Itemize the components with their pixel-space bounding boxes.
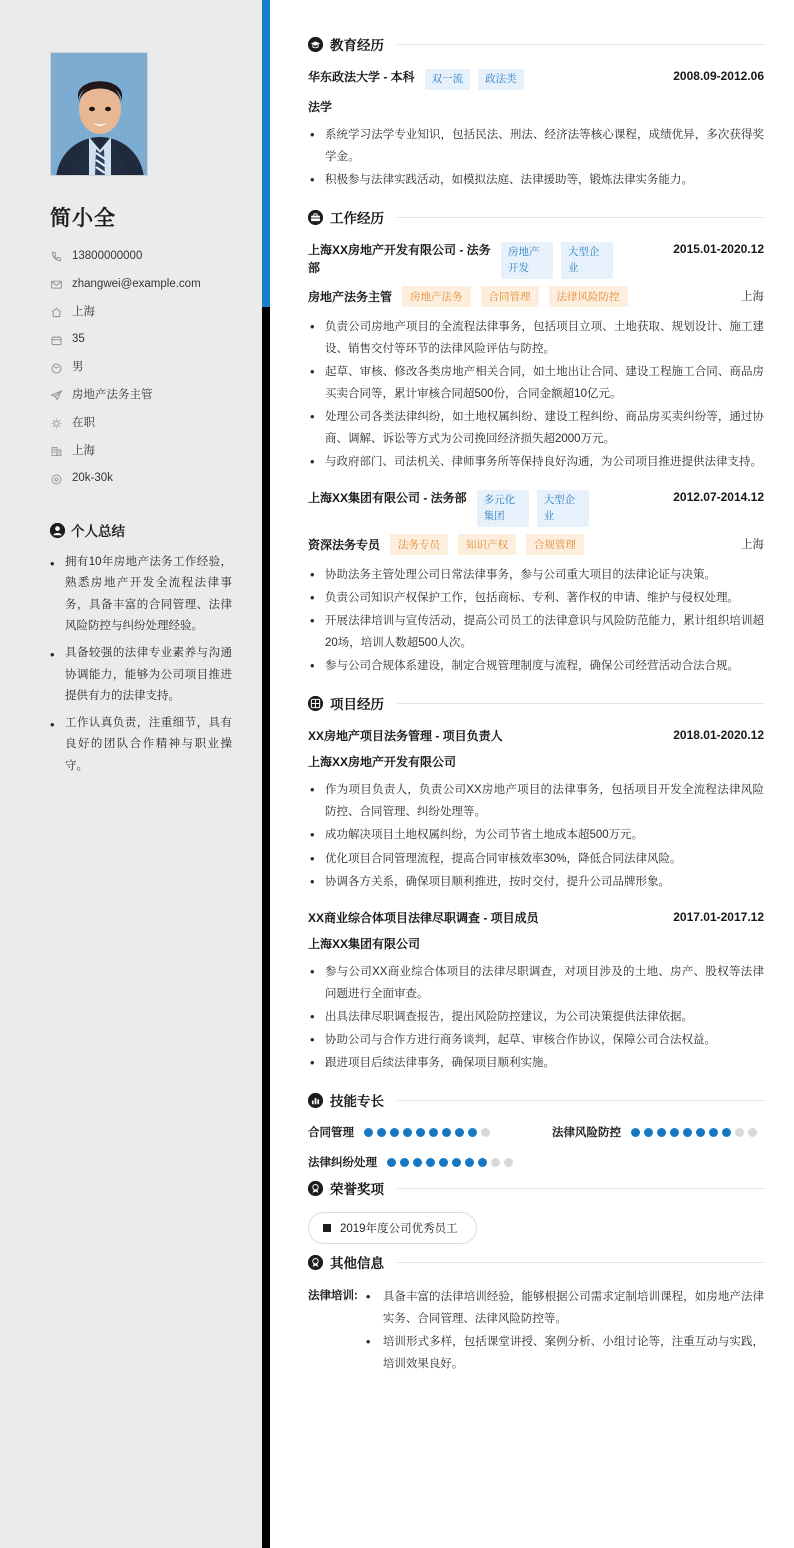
contact-list [50, 250, 232, 486]
location: 上海 [741, 291, 764, 304]
summary-title: 个人总结 [71, 524, 125, 540]
tag: 法律风险防控 [549, 286, 628, 307]
contact-value: 在职 [72, 416, 95, 429]
entry-header [308, 241, 764, 278]
work-entry [308, 241, 764, 473]
skill-rating [631, 1128, 757, 1137]
summary-list [50, 552, 232, 777]
chart-icon [308, 1093, 323, 1108]
project-company: 上海XX房地产开发有限公司 [308, 755, 457, 770]
briefcase-icon [308, 210, 323, 225]
tag: 房地产开发 [501, 242, 553, 278]
entry-header [308, 909, 764, 927]
rating-dot [442, 1128, 451, 1137]
section-projects [308, 693, 764, 1074]
home-icon [50, 306, 63, 319]
contact-value: zhangwei@example.com [72, 277, 201, 290]
rating-dot [491, 1158, 500, 1167]
contact-value: 男 [72, 361, 84, 374]
rating-dot [696, 1128, 705, 1137]
project-name: XX商业综合体项目法律尽职调查 - 项目成员 [308, 910, 539, 925]
bullet-item: • 开展法律培训与宣传活动，提高公司员工的法律意识与风险防范能力，累计组织培训超20场，培训人数超500人次。 [308, 610, 764, 654]
skill-name: 法律纠纷处理 [308, 1157, 377, 1170]
rating-dot [364, 1128, 373, 1137]
contact-value: 20k-30k [72, 472, 113, 485]
section-other [308, 1252, 764, 1376]
rating-dot [683, 1128, 692, 1137]
work-entry [308, 489, 764, 677]
rating-dot [631, 1128, 640, 1137]
school-tags [425, 68, 524, 90]
role-row [308, 534, 764, 555]
status-icon [50, 417, 63, 430]
other-info-row [308, 1286, 764, 1376]
contact-value: 13800000000 [72, 250, 143, 262]
section-divider [397, 703, 764, 704]
skill-item [552, 1124, 757, 1140]
bullet-list [308, 124, 764, 191]
location: 上海 [741, 539, 764, 552]
graduation-cap-icon [308, 37, 323, 52]
role-row [308, 286, 764, 307]
salary-icon [50, 473, 63, 486]
calendar-icon [50, 334, 63, 347]
summary-heading [50, 520, 232, 540]
accent-rail-blue [262, 0, 270, 307]
contact-email [50, 278, 232, 292]
section-skills [308, 1090, 764, 1170]
section-header [308, 34, 764, 54]
date-range: 2015.01-2020.12 [673, 242, 764, 257]
date-range: 2017.01-2017.12 [673, 909, 764, 924]
entry-header [308, 727, 764, 745]
contact-gender [50, 361, 232, 375]
bullet-item: • 处理公司各类法律纠纷，如土地权属纠纷、建设工程纠纷、商品房买卖纠纷等，通过协商、调解、诉讼等方式为公司挽回经济损失超2000万元。 [308, 406, 764, 450]
rating-dot [748, 1128, 757, 1137]
bullet-item: • 积极参与法律实践活动，如模拟法庭、法律援助等，锻炼法律实务能力。 [308, 169, 764, 191]
section-title: 工作经历 [330, 211, 384, 227]
bullet-item: • 优化项目合同管理流程，提高合同审核效率30%，降低合同法律风险。 [308, 848, 764, 870]
tag: 双一流 [425, 69, 471, 90]
section-title: 技能专长 [330, 1094, 384, 1110]
section-honors [308, 1178, 764, 1244]
bullet-item: • 协助法务主管处理公司日常法律事务，参与公司重大项目的法律论证与决策。 [308, 564, 764, 586]
date-range: 2012.07-2014.12 [673, 490, 764, 505]
contact-position [50, 389, 232, 403]
award-icon [308, 1255, 323, 1270]
section-title: 其他信息 [330, 1256, 384, 1272]
tag: 政法类 [478, 69, 524, 90]
tag: 知识产权 [458, 534, 516, 555]
section-divider [397, 44, 764, 45]
rating-dot [644, 1128, 653, 1137]
rating-dot [426, 1158, 435, 1167]
main-content [270, 0, 794, 1548]
person-icon [50, 523, 65, 538]
rating-dot [455, 1128, 464, 1137]
company-tags [477, 489, 589, 526]
rating-dot [429, 1128, 438, 1137]
job-title: 资深法务专员 [308, 537, 381, 552]
sidebar [0, 0, 262, 1548]
tag: 法务专员 [390, 534, 448, 555]
section-header [308, 693, 764, 713]
skill-rating [387, 1158, 513, 1167]
bullet-item: • 成功解决项目土地权属纠纷，为公司节省土地成本超500万元。 [308, 824, 764, 846]
contact-value: 35 [72, 333, 85, 346]
rating-dot [670, 1128, 679, 1137]
job-title: 房地产法务主管 [308, 289, 393, 304]
section-header [308, 1252, 764, 1272]
rating-dot [377, 1128, 386, 1137]
project-name: XX房地产项目法务管理 - 项目负责人 [308, 729, 503, 744]
company-name: 上海XX房地产开发有限公司 - 法务部 [308, 243, 491, 276]
rating-dot [387, 1158, 396, 1167]
company-name: 上海XX集团有限公司 - 法务部 [308, 491, 467, 506]
contact-value: 上海 [72, 305, 95, 318]
bullet-item: • 具备丰富的法律培训经验，能够根据公司需求定制培训课程，如房地产法律实务、合同管理、法律风险防控等。 [364, 1286, 764, 1330]
tag: 房地产法务 [402, 286, 471, 307]
rating-dot [735, 1128, 744, 1137]
honor-chip [308, 1212, 477, 1244]
paper-plane-icon [50, 389, 63, 402]
rating-dot [468, 1128, 477, 1137]
contact-phone [50, 250, 232, 264]
section-title: 荣誉奖项 [330, 1182, 384, 1198]
section-education [308, 34, 764, 191]
bullet-item: • 出具法律尽职调查报告，提出风险防控建议，为公司决策提供法律依据。 [308, 1006, 764, 1028]
section-work [308, 207, 764, 677]
section-header [308, 1178, 764, 1198]
bullet-item: • 作为项目负责人，负责公司XX房地产项目的法律事务，包括项目开发全流程法律风险防控、合同管理、纠纷处理等。 [308, 779, 764, 823]
summary-item: • 具备较强的法律专业素养与沟通协调能力，能够为公司项目推进提供有力的法律支持。 [50, 643, 232, 707]
section-title: 项目经历 [330, 697, 384, 713]
rating-dot [657, 1128, 666, 1137]
bullet-item: • 参与公司合规体系建设，制定合规管理制度与流程，确保公司经营活动合法合规。 [308, 655, 764, 677]
section-divider [397, 1262, 764, 1263]
summary-item: • 拥有10年房地产法务工作经验，熟悉房地产开发全流程法律事务，具备丰富的合同管理、法律风险防控与纠纷处理经验。 [50, 552, 232, 637]
honor-list [308, 1212, 764, 1244]
bullet-item: • 负责公司知识产权保护工作，包括商标、专利、著作权的申请、维护与侵权处理。 [308, 587, 764, 609]
section-title: 教育经历 [330, 38, 384, 53]
date-range: 2008.09-2012.06 [673, 69, 764, 83]
award-icon [308, 1181, 323, 1196]
rating-dot [722, 1128, 731, 1137]
other-info-label: 法律培训: [308, 1290, 358, 1303]
skill-item [308, 1154, 520, 1170]
grid-icon [308, 696, 323, 711]
contact-value: 房地产法务主管 [72, 388, 153, 401]
project-entry [308, 727, 764, 892]
rating-dot [481, 1128, 490, 1137]
profile-photo [50, 52, 148, 176]
project-entry [308, 909, 764, 1074]
bullet-item: • 负责公司房地产项目的全流程法律事务，包括项目立项、土地获取、规划设计、施工建设、销售交付等环节的法律风险评估与防控。 [308, 316, 764, 360]
project-company: 上海XX集团有限公司 [308, 936, 421, 951]
bullet-list [308, 564, 764, 677]
skill-name: 法律风险防控 [552, 1127, 621, 1140]
contact-home [50, 306, 232, 320]
tag: 大型企业 [537, 490, 589, 526]
summary-item: • 工作认真负责，注重细节，具有良好的团队合作精神与职业操守。 [50, 713, 232, 777]
building-icon [50, 445, 63, 458]
skill-name: 合同管理 [308, 1127, 354, 1140]
bullet-square-icon [323, 1224, 331, 1232]
avatar [50, 52, 148, 176]
bullet-item: • 培训形式多样，包括课堂讲授、案例分析、小组讨论等，注重互动与实践，培训效果良好。 [364, 1331, 764, 1375]
entry-header [308, 489, 764, 526]
contact-city [50, 445, 232, 459]
phone-icon [50, 250, 63, 263]
rating-dot [452, 1158, 461, 1167]
contact-status [50, 417, 232, 431]
rating-dot [504, 1158, 513, 1167]
rating-dot [478, 1158, 487, 1167]
rating-dot [416, 1128, 425, 1137]
skills-grid [308, 1124, 764, 1170]
section-divider [397, 1100, 764, 1101]
tag: 大型企业 [561, 242, 613, 278]
school-name: 华东政法大学 - 本科 [308, 70, 415, 84]
section-header [308, 1090, 764, 1110]
rating-dot [390, 1128, 399, 1137]
bullet-item: • 与政府部门、司法机关、律师事务所等保持良好沟通，为公司项目推进提供法律支持。 [308, 451, 764, 473]
tag: 合规管理 [526, 534, 584, 555]
date-range: 2018.01-2020.12 [673, 728, 764, 743]
skill-item [308, 1124, 520, 1140]
bullet-item: • 协调各方关系，确保项目顺利推进，按时交付，提升公司品牌形象。 [308, 871, 764, 893]
education-entry [308, 68, 764, 191]
company-tags [501, 241, 613, 278]
bullet-list [308, 961, 764, 1074]
tag: 多元化集团 [477, 490, 529, 526]
rating-dot [403, 1128, 412, 1137]
bullet-item: • 参与公司XX商业综合体项目的法律尽职调查，对项目涉及的土地、房产、股权等法律问题进行全面审查。 [308, 961, 764, 1005]
bullet-item: • 起草、审核、修改各类房地产相关合同，如土地出让合同、建设工程施工合同、商品房买卖合同等，累计审核合同超500份，合同金额超10亿元。 [308, 361, 764, 405]
entry-header [308, 68, 764, 90]
section-divider [397, 1188, 764, 1189]
rating-dot [709, 1128, 718, 1137]
honor-label: 2019年度公司优秀员工 [340, 1223, 458, 1236]
contact-value: 上海 [72, 444, 95, 457]
bullet-item: • 协助公司与合作方进行商务谈判，起草、审核合作协议，保障公司合法权益。 [308, 1029, 764, 1051]
accent-rail [262, 0, 270, 1548]
bullet-item: • 跟进项目后续法律事务，确保项目顺利实施。 [308, 1052, 764, 1074]
bullet-item: • 系统学习法学专业知识，包括民法、刑法、经济法等核心课程，成绩优异，多次获得奖学金。 [308, 124, 764, 168]
bullet-list [308, 316, 764, 474]
page-title: 简小全 [50, 207, 116, 230]
envelope-icon [50, 278, 63, 291]
bullet-list [308, 779, 764, 892]
contact-age [50, 333, 232, 347]
bullet-list [364, 1286, 764, 1376]
rating-dot [439, 1158, 448, 1167]
skill-rating [364, 1128, 490, 1137]
rating-dot [400, 1158, 409, 1167]
section-header [308, 207, 764, 227]
gender-icon [50, 362, 63, 375]
tag: 合同管理 [481, 286, 539, 307]
rating-dot [465, 1158, 474, 1167]
major: 法学 [308, 100, 333, 115]
section-divider [397, 217, 764, 218]
rating-dot [413, 1158, 422, 1167]
contact-salary [50, 472, 232, 486]
